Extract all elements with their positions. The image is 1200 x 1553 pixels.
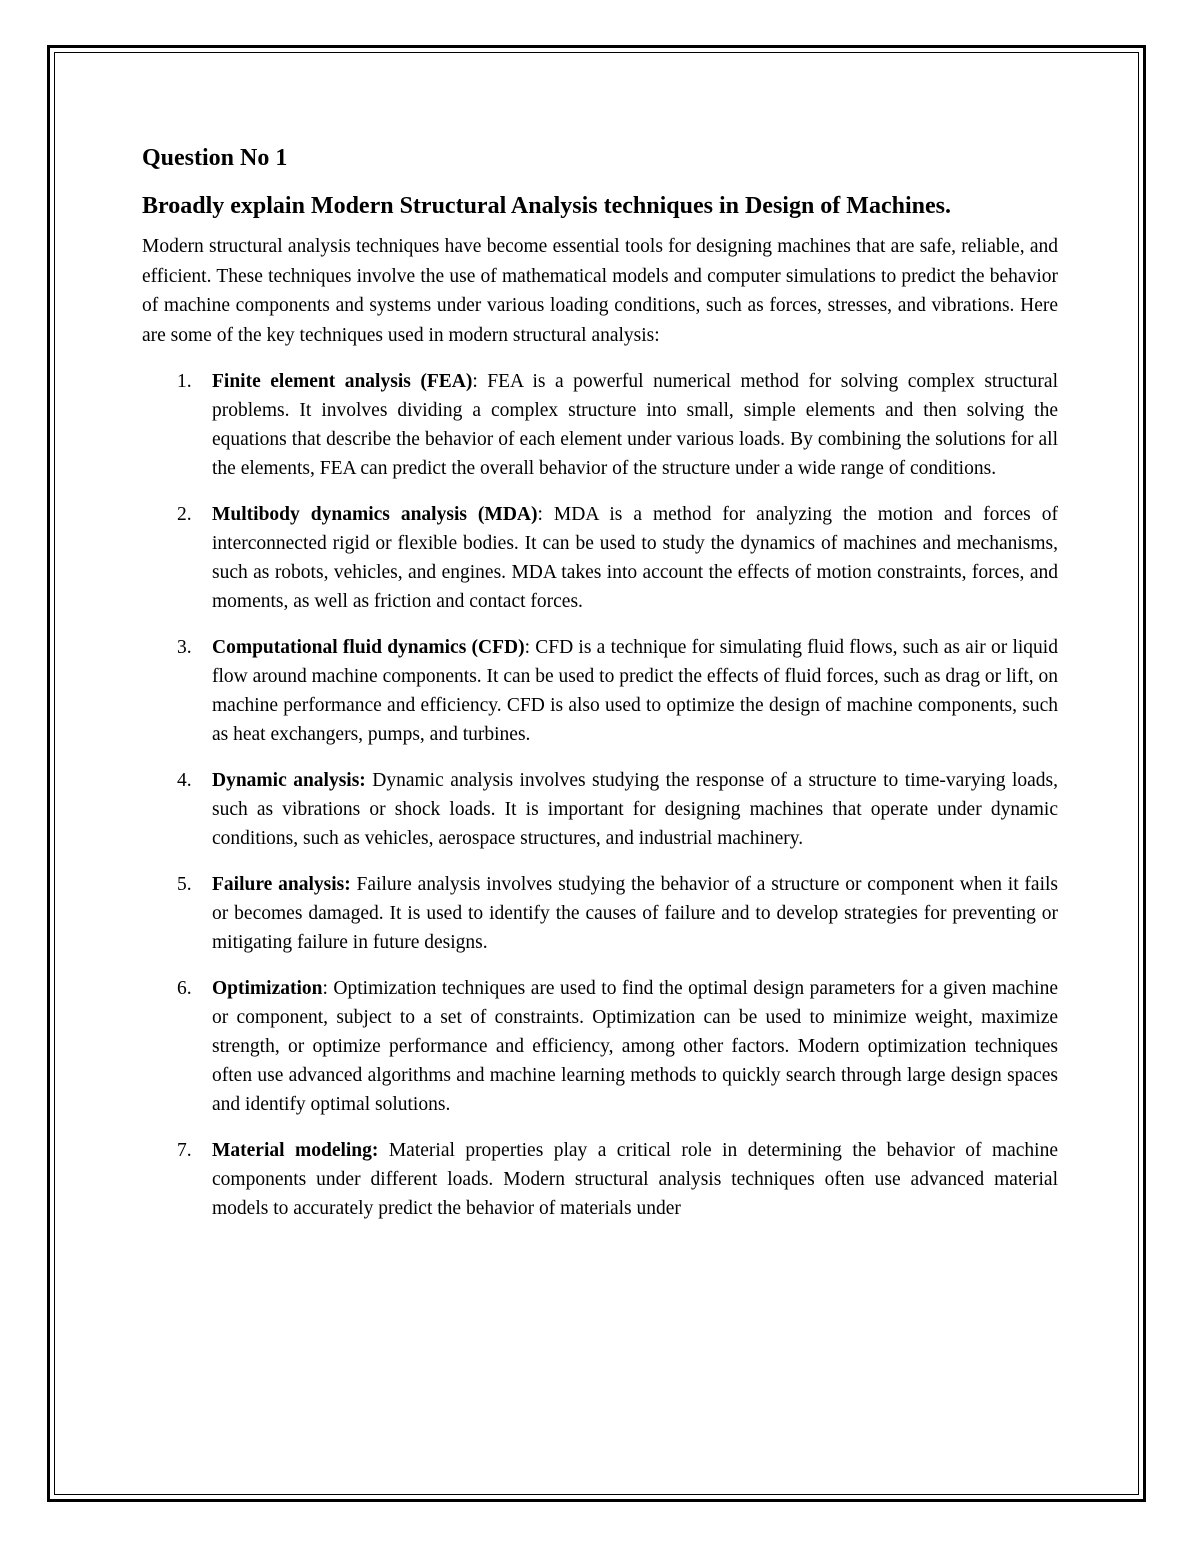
- list-item: [142, 1136, 1058, 1223]
- list-item: [142, 766, 1058, 853]
- document-content: [142, 138, 1058, 1240]
- list-item: [142, 367, 1058, 483]
- list-number: 1.: [177, 371, 192, 392]
- question-number: Question No 1: [142, 145, 288, 171]
- technique-description: Dynamic analysis involves studying the response of a structure to time-varying loads, such as vibrations or shock loads. It is important for designing machines that operate under dynamic conditions, such as vehicles, aerospace structures, and industrial machinery.: [212, 770, 1058, 849]
- list-item: [142, 870, 1058, 957]
- technique-description: FEA is a powerful numerical method for solving complex structural problems. It involves dividing a complex structure into small, simple elements and then solving the equations that describe the behavior of each element under various loads. By combining the solutions for all the elements, FEA can predict the overall behavior of the structure under a wide range of conditions.: [212, 371, 1058, 479]
- technique-description: MDA is a method for analyzing the motion and forces of interconnected rigid or flexible bodies. It can be used to study the dynamics of machines and mechanisms, such as robots, vehicles, and engines. MDA takes into account the effects of motion constraints, forces, and moments, as well as friction and contact forces.: [212, 504, 1059, 612]
- technique-term: Failure analysis:: [212, 874, 351, 895]
- technique-description: Optimization techniques are used to find the optimal design parameters for a given machine or component, subject to a set of constraints. Optimization can be used to minimize weight, maximize strength, or optimize performance and efficiency, among other factors. Modern optimization techniques often use advanced algorithms and machine learning methods to quickly search through large design spaces and identify optimal solutions.: [212, 978, 1058, 1115]
- term-separator: :: [322, 978, 328, 999]
- technique-term: Dynamic analysis:: [212, 770, 366, 791]
- technique-term: Multibody dynamics analysis (MDA): [212, 504, 538, 525]
- technique-term: Optimization: [212, 978, 323, 999]
- list-number: 3.: [177, 637, 192, 658]
- technique-description: Material properties play a critical role in determining the behavior of machine components under different loads. Modern structural analysis techniques often use advanced material models to accurately predict the behavior of materials under: [212, 1140, 1058, 1219]
- technique-term: Material modeling:: [212, 1140, 379, 1161]
- term-separator: :: [472, 371, 478, 392]
- term-separator: :: [537, 504, 543, 525]
- intro-paragraph: Modern structural analysis techniques have become essential tools for designing machines that are safe, reliable, and efficient. These techniques involve the use of mathematical models and computer simulations to predict the behavior of machine components and systems under various loading conditions, such as forces, stresses, and vibrations. Here are some of the key techniques used in modern structural analysis:: [142, 236, 1058, 346]
- list-item: [142, 633, 1058, 749]
- technique-description: Failure analysis involves studying the behavior of a structure or component when it fails or becomes damaged. It is used to identify the causes of failure and to develop strategies for preventing or mitigating failure in future designs.: [212, 874, 1059, 953]
- term-separator: :: [524, 637, 531, 658]
- question-title: Broadly explain Modern Structural Analysis techniques in Design of Machines.: [142, 193, 951, 219]
- technique-term: Computational fluid dynamics (CFD): [212, 637, 525, 658]
- list-number: 4.: [177, 770, 192, 791]
- list-item: [142, 974, 1058, 1119]
- list-number: 7.: [177, 1140, 192, 1161]
- list-item: [142, 500, 1058, 616]
- technique-description: CFD is a technique for simulating fluid flows, such as air or liquid flow around machine components. It can be used to predict the effects of fluid forces, such as drag or lift, on machine performance and efficiency. CFD is also used to optimize the design of machine components, such as heat exchangers, pumps, and turbines.: [212, 637, 1058, 745]
- list-number: 6.: [177, 978, 192, 999]
- techniques-list: [142, 367, 1058, 1223]
- list-number: 2.: [177, 504, 192, 525]
- technique-term: Finite element analysis (FEA): [212, 371, 473, 392]
- list-number: 5.: [177, 874, 192, 895]
